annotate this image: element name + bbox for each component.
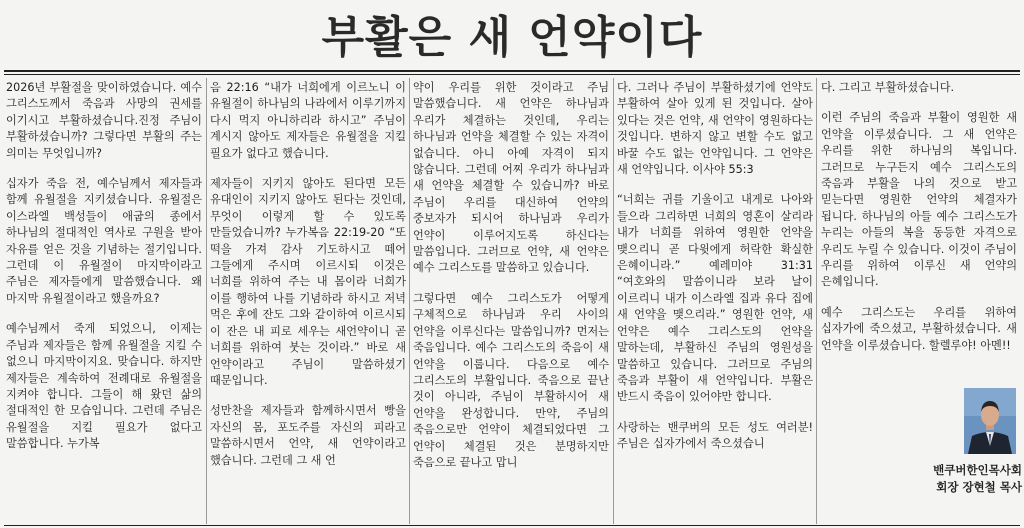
author-signature (906, 462, 1022, 496)
title-rule-top (4, 70, 1020, 72)
paragraph: 이런 주님의 죽음과 부활이 영원한 새 언약을 이루셨습니다. 그 새 언약은 우리를 위한 하나님의 복입니다. 그러므로 누구든지 예수 그리스도의 죽음과 부활을 나의 것으로 받고 믿는다면 영원한 언약의 체결자가 됩니다. 하나님의 아들 예수 그리스도가 누리는 아들의 복을 동등한 자격으로 우리도 누릴 수 있습니다. 이것이 주님이 우리를 위하여 이루신 새 언약의 은혜입니다. (821, 111, 1017, 289)
article-column-1 (6, 80, 202, 522)
author-portrait-image (964, 388, 1016, 454)
paragraph: 다. 그러나 주님이 부활하셨기에 언약도 부활하여 살아 있게 된 것입니다. 살아 있다는 것은 언약, 새 언약이 영원하다는 것입니다. 변하지 않고 변할 수도 없고 바꿀 수도 없는 언약입니다. 그 언약은 새 언약입니다. 이사야 55:3 (617, 81, 813, 177)
column-divider (409, 78, 410, 524)
paragraph: “너희는 귀를 기울이고 내게로 나아와 들으라 그리하면 너희의 영혼이 살리라 내가 너희를 위하여 영원한 언약을 맺으리니 곧 다윗에게 허락한 확실한 은혜이니라.” 예레미야 31:31 “여호와의 말씀이니라 보라 날이 이르리니 내가 이스라엘 집과 유다 집에 새 언약을 맺으리라.” 영원한 언약, 새 언약은 예수 그리스도의 언약을 말하는데, 부활하신 주님의 영원성을 말씀하고 있습니다. 그러므로 주님의 죽음과 부활이 새 언약입니다. 부활은 반드시 죽음이 있어야만 합니다. (617, 193, 813, 404)
author-name: 회장 장현철 목사 (936, 480, 1022, 494)
column-divider (816, 78, 817, 524)
author-photo (964, 388, 1016, 454)
paragraph: 2026년 부활절을 맞이하였습니다. 예수 그리스도께서 죽음과 사망의 권세를 이기시고 부활하셨습니다.진정 주님이 부활하셨습니까? 그렇다면 부활의 주는 의미는 무엇입니까? (6, 81, 202, 160)
article-column-2 (210, 80, 406, 522)
paragraph: 예수 그리스도는 우리를 위하여 십자가에 죽으셨고, 부활하셨습니다. 새 언약을 이루셨습니다. 할렐루야! 아멘!! (821, 305, 1017, 352)
bottom-rule (4, 525, 1020, 526)
title-rule-bottom (4, 74, 1020, 75)
paragraph: 약이 우리를 위한 것이라고 주님 말씀했습니다. 새 언약은 하나님과 우리가 체결하는 것인데, 우리는 하나님과 언약을 체결할 수 있는 자격이 없습니다. 아니 아예 자격이 되지 않습니다. 그런데 어찌 우리가 하나님과 새 언약을 체결할 수 있습니까? 바로 주님이 우리를 대신하여 언약의 중보자가 되시어 하나님과 우리가 언약이 이루어지도록 하신다는 말씀입니다. 그러므로 언약, 새 언약은 예수 그리스도를 말씀하고 있습니다. (413, 81, 609, 275)
column-divider (206, 78, 207, 524)
paragraph: 십자가 죽음 전, 예수님께서 제자들과 함께 유월절을 지키셨습니다. 유월절은 이스라엘 백성들이 애굽의 종에서 하나님의 절대적인 역사로 구원을 받아 자유를 얻은 것을 기념하는 절기입니다. 그런데 이 유월절이 마지막이라고 주님은 제자들에게 말씀했습니다. 왜 마지막 유월절이라고 했을까요? (6, 177, 202, 305)
author-organization: 밴쿠버한인목사회 (933, 463, 1022, 477)
paragraph: 음 22:16 “내가 너희에게 이르노니 이 유월절이 하나님의 나라에서 이루기까지 다시 먹지 아니하리라 하시고” 주님이 계시지 않아도 제자들은 유월절을 지킬 필요가 없다고 했습니다. (210, 81, 406, 160)
article-column-5 (821, 80, 1017, 522)
paragraph: 성만찬을 제자들과 함께하시면서 빵을 자신의 몸, 포도주를 자신의 피라고 말씀하시면서 언약, 새 언약이라고 했습니다. 그런데 그 새 언 (210, 404, 406, 467)
article-title: 부활은 새 언약이다 (321, 12, 703, 63)
paragraph: 사랑하는 밴쿠버의 모든 성도 여러분! 주님은 십자가에서 죽으셨습니 (617, 420, 813, 451)
article-column-3 (413, 80, 609, 522)
paragraph: 다. 그리고 부활하셨습니다. (821, 81, 955, 94)
paragraph: 그렇다면 예수 그리스도가 어떻게 구체적으로 하나님과 우리 사이의 언약을 이루신다는 말씀입니까? 먼저는 죽음입니다. 예수 그리스도의 죽음이 새 언약을 이룹니다. 다음으로 예수 그리스도의 부활입니다. 죽음으로 끝난 것이 아니라, 주님이 부활하시어 새 언약을 완성합니다. 만약, 주님의 죽음으로만 언약이 체결되었다면 그 언약이 체결된 것은 분명하지만 죽음으로 끝나고 맙니 (413, 291, 609, 469)
paragraph: 제자들이 지키지 않아도 된다면 모든 유대인이 지키지 않아도 된다는 것인데, 무엇이 이렇게 할 수 있도록 만들었습니까? 누가복음 22:19-20 “또 떡을 가져 감사 기도하시고 떼어 그들에게 주시며 이르시되 이것은 너희를 위하여 주는 내 몸이라 너희가 이를 행하여 나를 기념하라 하시고 저녁 먹은 후에 잔도 그와 같이하여 이르시되 이 잔은 내 피로 세우는 새언약이니 곧 너희를 위하여 붓는 것이라.” 바로 새 언약이라고 주님이 말씀하셨기 때문입니다. (210, 177, 406, 387)
article-column-4 (617, 80, 813, 522)
paragraph: 예수님께서 죽게 되었으니, 이제는 주님과 제자들은 함께 유월절을 지킬 수 없으니 마지막이지요. 맞습니다. 하지만 제자들은 계속하여 전례대로 유월절을 지켜야 합니다. 그들이 해 왔던 삶의 절대적인 한 모습입니다. 그런데 주님은 유월절을 지킬 필요가 없다고 말씀합니다. 누가복 (6, 322, 202, 451)
column-divider (613, 78, 614, 524)
